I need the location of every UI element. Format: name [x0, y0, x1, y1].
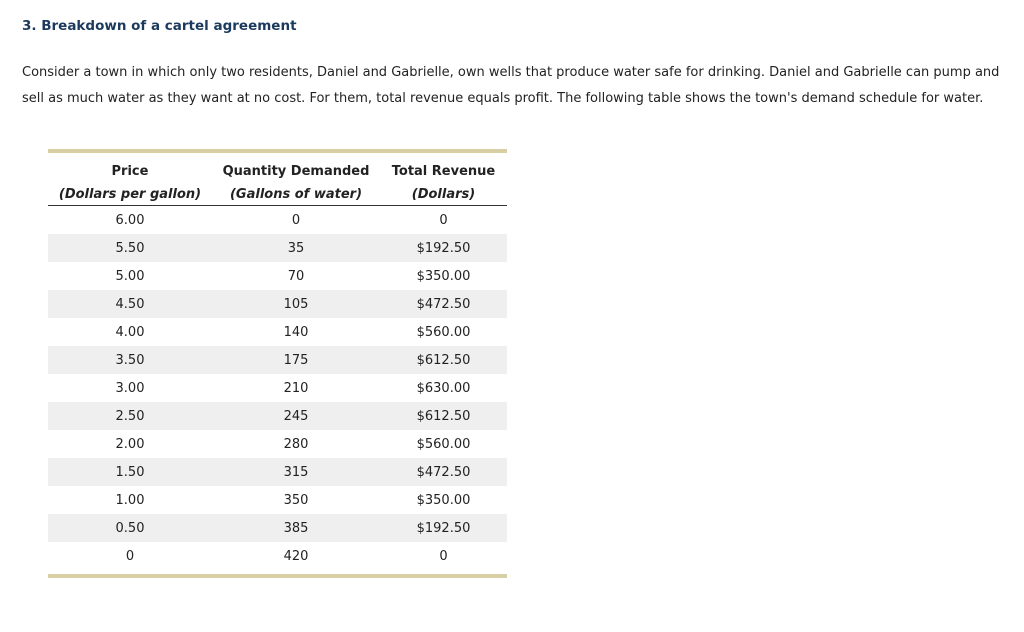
quantity-cell: 210: [283, 380, 309, 396]
revenue-cell: $192.50: [380, 514, 507, 542]
revenue-cell: $192.50: [380, 234, 507, 262]
revenue-cell: $472.50: [380, 290, 507, 318]
revenue-cell: $472.50: [380, 458, 507, 486]
price-cell: 3.00: [115, 380, 145, 396]
table-row: [48, 206, 507, 235]
revenue-cell: $560.00: [416, 436, 471, 452]
quantity-cell: 420: [283, 548, 309, 564]
table-row: [48, 262, 507, 290]
revenue-cell: $560.00: [416, 324, 471, 340]
table-row: [48, 374, 507, 402]
table-row: [48, 486, 507, 514]
table-row: [48, 430, 507, 458]
revenue-cell: $630.00: [416, 380, 471, 396]
header-total-revenue: Total Revenue: [391, 164, 496, 179]
quantity-cell: 280: [283, 436, 309, 452]
demand-schedule-table: [48, 153, 507, 570]
table-row: [48, 402, 507, 430]
quantity-cell: 140: [283, 324, 309, 340]
revenue-cell: $612.50: [380, 402, 507, 430]
price-cell: 3.50: [48, 346, 212, 374]
table-row: [48, 514, 507, 542]
demand-schedule-table-container: [48, 149, 507, 578]
price-cell: 5.50: [48, 234, 212, 262]
quantity-cell: 175: [212, 346, 380, 374]
price-cell: 1.00: [115, 492, 145, 508]
price-cell: 4.50: [48, 290, 212, 318]
quantity-cell: 385: [212, 514, 380, 542]
quantity-cell: 315: [212, 458, 380, 486]
price-cell: 2.00: [115, 436, 145, 452]
table-bottom-rule: [48, 574, 507, 578]
header-price: Price: [111, 164, 149, 179]
table-header: [48, 153, 507, 206]
price-cell: 5.00: [115, 268, 145, 284]
price-cell: 2.50: [48, 402, 212, 430]
table-row: [48, 542, 507, 570]
section-heading: 3. Breakdown of a cartel agreement: [22, 18, 297, 34]
header-quantity-unit: (Gallons of water): [212, 183, 380, 206]
quantity-cell: 70: [287, 268, 305, 284]
quantity-cell: 0: [291, 212, 301, 228]
revenue-cell: 0: [439, 212, 448, 228]
price-cell: 0: [125, 548, 135, 564]
quantity-cell: 245: [212, 402, 380, 430]
quantity-cell: 35: [212, 234, 380, 262]
revenue-cell: 0: [439, 548, 448, 564]
quantity-cell: 105: [212, 290, 380, 318]
price-cell: 4.00: [115, 324, 145, 340]
table-row: [48, 346, 507, 374]
header-quantity-demanded: Quantity Demanded: [222, 164, 370, 179]
table-row: [48, 458, 507, 486]
intro-paragraph: Consider a town in which only two residents, Daniel and Gabrielle, own wells that produce water safe for drinking. Daniel and Gabrielle can pump and sell as much water as they want at no cost. For them, total revenue equals profit. The following table shows the town's demand schedule for water.: [22, 65, 1000, 106]
revenue-cell: $350.00: [416, 492, 471, 508]
quantity-cell: 350: [283, 492, 309, 508]
revenue-cell: $350.00: [416, 268, 471, 284]
table-row: [48, 290, 507, 318]
header-revenue-unit: (Dollars): [380, 183, 507, 206]
price-cell: 0.50: [48, 514, 212, 542]
price-cell: 6.00: [115, 212, 145, 228]
table-row: [48, 318, 507, 346]
price-cell: 1.50: [48, 458, 212, 486]
table-row: [48, 234, 507, 262]
header-price-unit: (Dollars per gallon): [48, 183, 212, 206]
table-body: [48, 206, 507, 571]
revenue-cell: $612.50: [380, 346, 507, 374]
